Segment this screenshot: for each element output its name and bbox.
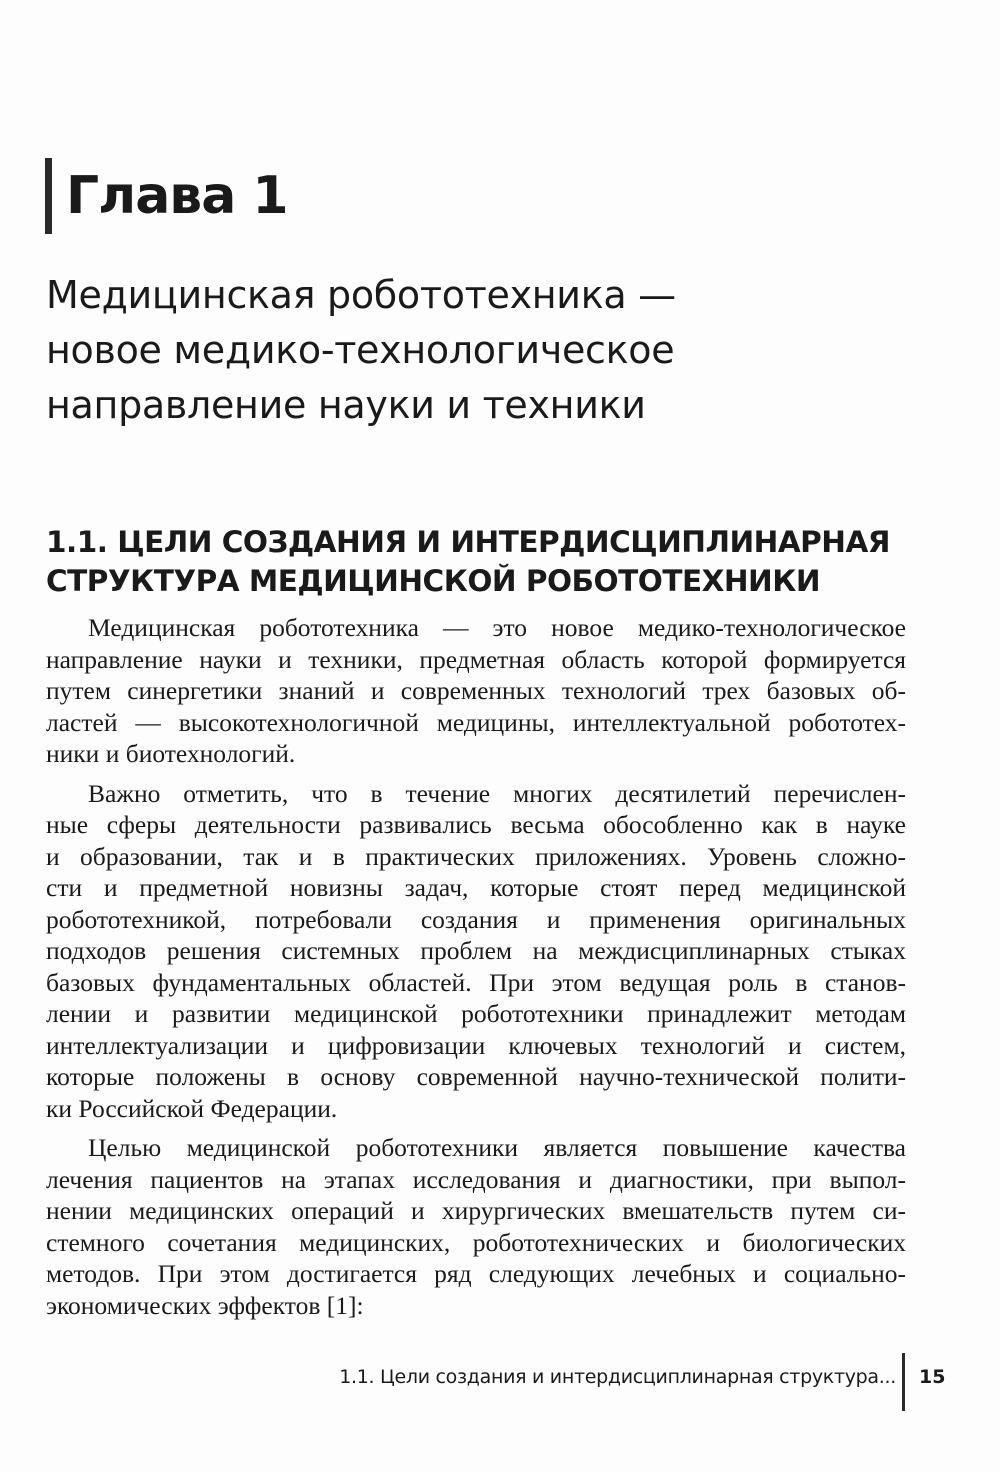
chapter-title: Глава 1 <box>66 166 288 226</box>
chapter-subtitle-line: Медицинская робототехника — <box>46 273 676 317</box>
text-line: ники и биотехнологий. <box>46 739 296 768</box>
text-line: методов. При этом достигается ряд следующих лечебных и социально- <box>46 1259 906 1288</box>
paragraph <box>46 612 906 770</box>
text-line: подходов решения системных проблем на междисциплинарных стыках <box>46 936 906 965</box>
section-heading <box>46 523 946 601</box>
text-line: экономических эффектов [1]: <box>46 1290 364 1320</box>
paragraph <box>46 1132 906 1321</box>
text-line: Важно отметить, что в течение многих десятилетий перечислен- <box>88 778 906 808</box>
text-line: ластей — высокотехнологичной медицины, интеллектуальной робототех- <box>46 707 906 737</box>
text-line: стемного сочетания медицинских, робототехнических и биологических <box>46 1227 906 1257</box>
text-line: направление науки и техники, предметная область которой формируется <box>46 644 906 674</box>
text-line: робототехникой, потребовали создания и применения оригинальных <box>46 904 906 934</box>
text-line: Медицинская робототехника — это новое медико-технологическое <box>88 613 906 642</box>
running-footer-title: 1.1. Цели создания и интердисциплинарная структура... <box>339 1366 896 1388</box>
text-line: интеллектуализации и цифровизации ключевых технологий и систем, <box>46 1030 906 1060</box>
text-line: лечения пациентов на этапах исследования и диагностики, при выпол- <box>46 1164 906 1194</box>
text-line: ные сферы деятельности развивались весьма обособленно как в науке <box>46 810 906 839</box>
text-line: и образовании, так и в практических приложениях. Уровень сложно- <box>46 841 906 871</box>
text-line: сти и предметной новизны задач, которые стоят перед медицинской <box>46 873 906 902</box>
chapter-subtitle-line: новое медико-технологическое <box>46 328 675 372</box>
section-heading-line: 1.1. ЦЕЛИ СОЗДАНИЯ И ИНТЕРДИСЦИПЛИНАРНАЯ <box>46 525 891 559</box>
paragraph <box>46 778 906 1125</box>
text-line: которые положены в основу современной научно-технической полити- <box>46 1062 906 1091</box>
text-line: путем синергетики знаний и современных технологий трех базовых об- <box>46 676 906 705</box>
text-line: лении и развитии медицинской робототехники принадлежит методам <box>46 999 906 1028</box>
text-line: Целью медицинской робототехники является повышение качества <box>88 1133 906 1162</box>
chapter-marker-bar <box>45 158 52 234</box>
footer-divider <box>902 1353 905 1411</box>
section-heading-line: СТРУКТУРА МЕДИЦИНСКОЙ РОБОТОТЕХНИКИ <box>46 564 821 598</box>
body-text <box>46 612 906 1329</box>
chapter-subtitle-line: направление науки и техники <box>46 383 646 427</box>
page-number: 15 <box>919 1366 946 1388</box>
text-line: нении медицинских операций и хирургических вмешательств путем си- <box>46 1196 906 1225</box>
text-line: ки Российской Федерации. <box>46 1093 338 1123</box>
text-line: базовых фундаментальных областей. При этом ведущая роль в станов- <box>46 967 906 997</box>
chapter-subtitle <box>46 268 946 433</box>
